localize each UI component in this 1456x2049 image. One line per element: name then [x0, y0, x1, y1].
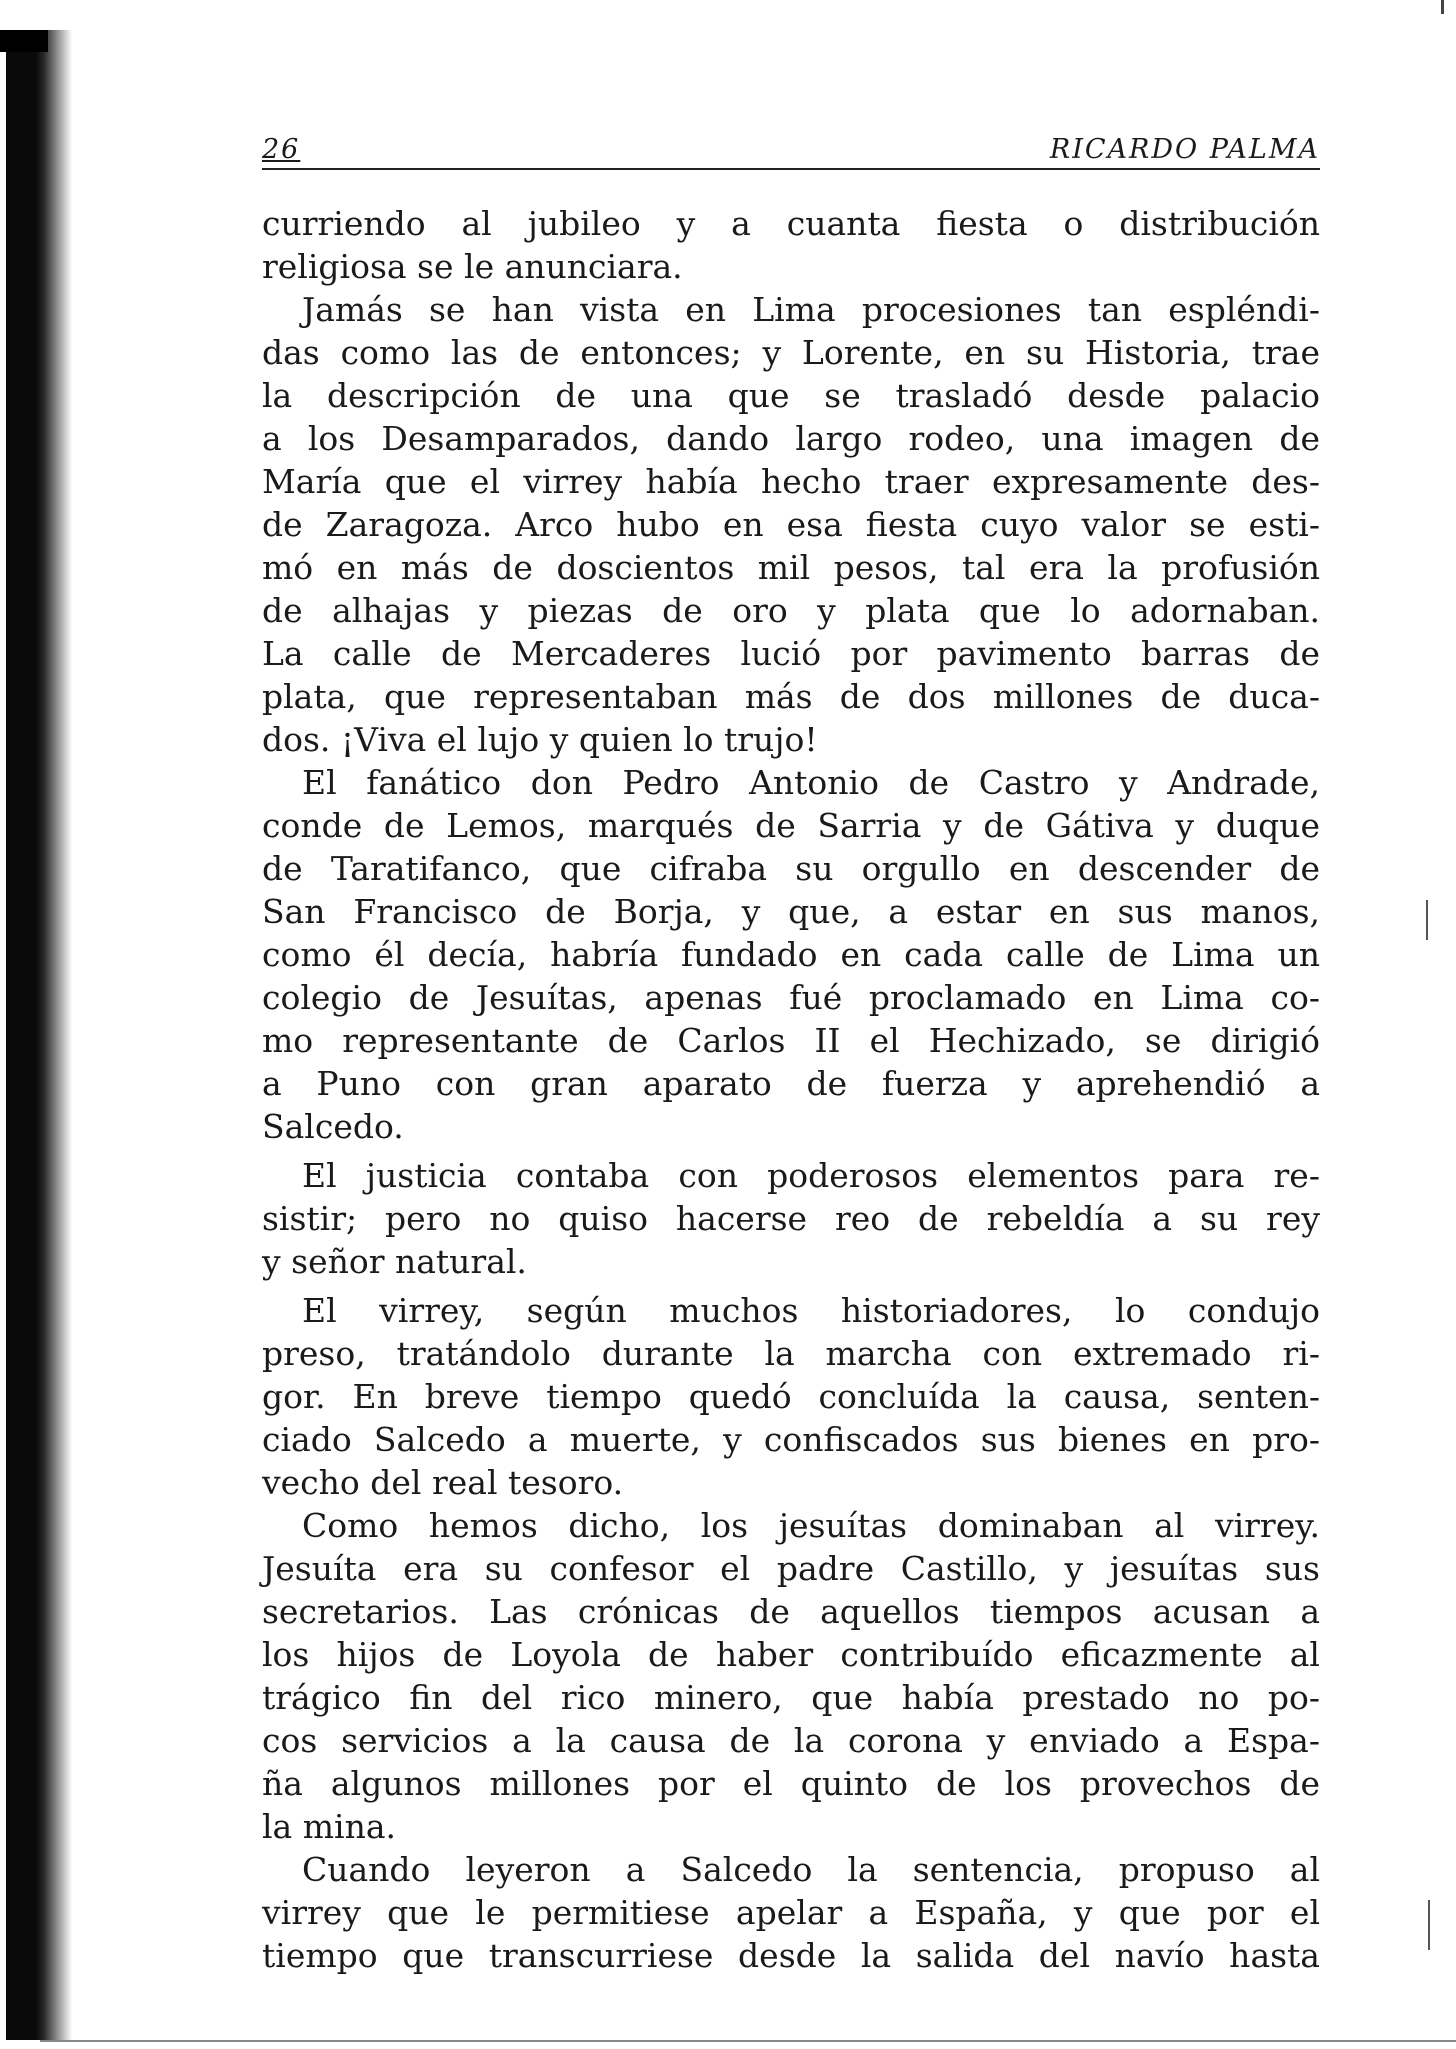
book-spine-shadow [0, 30, 72, 2040]
text-line: das como las de entonces; y Lorente, en su Historia, trae [262, 333, 1320, 372]
paragraph-start-line: El virrey, según muchos historiadores, lo condujo [302, 1291, 1320, 1330]
text-line: y señor natural. [262, 1242, 527, 1281]
text-line: la mina. [262, 1807, 396, 1846]
margin-scan-mark [1426, 900, 1428, 940]
text-line: ña algunos millones por el quinto de los provechos de [262, 1764, 1320, 1803]
margin-scan-mark [1428, 1900, 1430, 1950]
scan-edge-mark [0, 30, 48, 52]
paragraph-start-line: Como hemos dicho, los jesuítas dominaban al virrey. [302, 1506, 1320, 1545]
text-line: secretarios. Las crónicas de aquellos tiempos acusan a [262, 1592, 1320, 1631]
text-line: María que el virrey había hecho traer expresamente des- [262, 462, 1320, 501]
text-line: tiempo que transcurriese desde la salida del navío hasta [262, 1936, 1320, 1975]
page-number: 26 [262, 134, 301, 165]
text-line: de Zaragoza. Arco hubo en esa fiesta cuyo valor se esti- [262, 505, 1320, 544]
paragraph-start-line: Jamás se han vista en Lima procesiones tan espléndi- [302, 290, 1320, 329]
running-title: RICARDO PALMA [1049, 134, 1320, 165]
text-line: curriendo al jubileo y a cuanta fiesta o distribución [262, 204, 1320, 243]
text-line: los hijos de Loyola de haber contribuído eficazmente al [262, 1635, 1320, 1674]
text-line: Salcedo. [262, 1107, 404, 1146]
text-line: cos servicios a la causa de la corona y enviado a Espa- [262, 1721, 1320, 1760]
text-line: trágico fin del rico minero, que había prestado no po- [262, 1678, 1320, 1717]
text-line: mo representante de Carlos II el Hechizado, se dirigió [262, 1021, 1320, 1060]
text-line: sistir; pero no quiso hacerse reo de rebeldía a su rey [262, 1199, 1320, 1238]
text-line: de Taratifanco, que cifraba su orgullo en descender de [262, 849, 1320, 888]
page-bottom-edge [40, 2040, 1456, 2042]
text-line: plata, que representaban más de dos millones de duca- [262, 677, 1320, 716]
text-line: La calle de Mercaderes lució por pavimento barras de [262, 634, 1320, 673]
text-line: Jesuíta era su confesor el padre Castillo, y jesuítas sus [262, 1549, 1320, 1588]
text-line: la descripción de una que se trasladó desde palacio [262, 376, 1320, 415]
text-line: mó en más de doscientos mil pesos, tal era la profusión [262, 548, 1320, 587]
text-line: vecho del real tesoro. [262, 1463, 624, 1502]
paragraph-start-line: El fanático don Pedro Antonio de Castro y Andrade, [302, 763, 1320, 802]
text-line: San Francisco de Borja, y que, a estar en sus manos, [262, 892, 1320, 931]
text-line: a los Desamparados, dando largo rodeo, una imagen de [262, 419, 1320, 458]
text-line: como él decía, habría fundado en cada calle de Lima un [262, 935, 1320, 974]
paragraph-start-line: El justicia contaba con poderosos elementos para re- [302, 1156, 1320, 1195]
text-line: a Puno con gran aparato de fuerza y aprehendió a [262, 1064, 1320, 1103]
text-line: religiosa se le anunciara. [262, 247, 683, 286]
text-line: dos. ¡Viva el lujo y quien lo trujo! [262, 720, 818, 759]
corner-scan-mark [1441, 0, 1444, 14]
body-text [262, 202, 1320, 1977]
text-line: gor. En breve tiempo quedó concluída la causa, senten- [262, 1377, 1320, 1416]
text-line: conde de Lemos, marqués de Sarria y de Gátiva y duque [262, 806, 1320, 845]
text-line: ciado Salcedo a muerte, y confiscados sus bienes en pro- [262, 1420, 1320, 1459]
text-line: colegio de Jesuítas, apenas fué proclamado en Lima co- [262, 978, 1320, 1017]
text-line: de alhajas y piezas de oro y plata que lo adornaban. [262, 591, 1320, 630]
paragraph-start-line: Cuando leyeron a Salcedo la sentencia, propuso al [302, 1850, 1320, 1889]
page-header [262, 134, 1320, 170]
text-line: preso, tratándolo durante la marcha con extremado ri- [262, 1334, 1320, 1373]
text-line: virrey que le permitiese apelar a España, y que por el [262, 1893, 1320, 1932]
